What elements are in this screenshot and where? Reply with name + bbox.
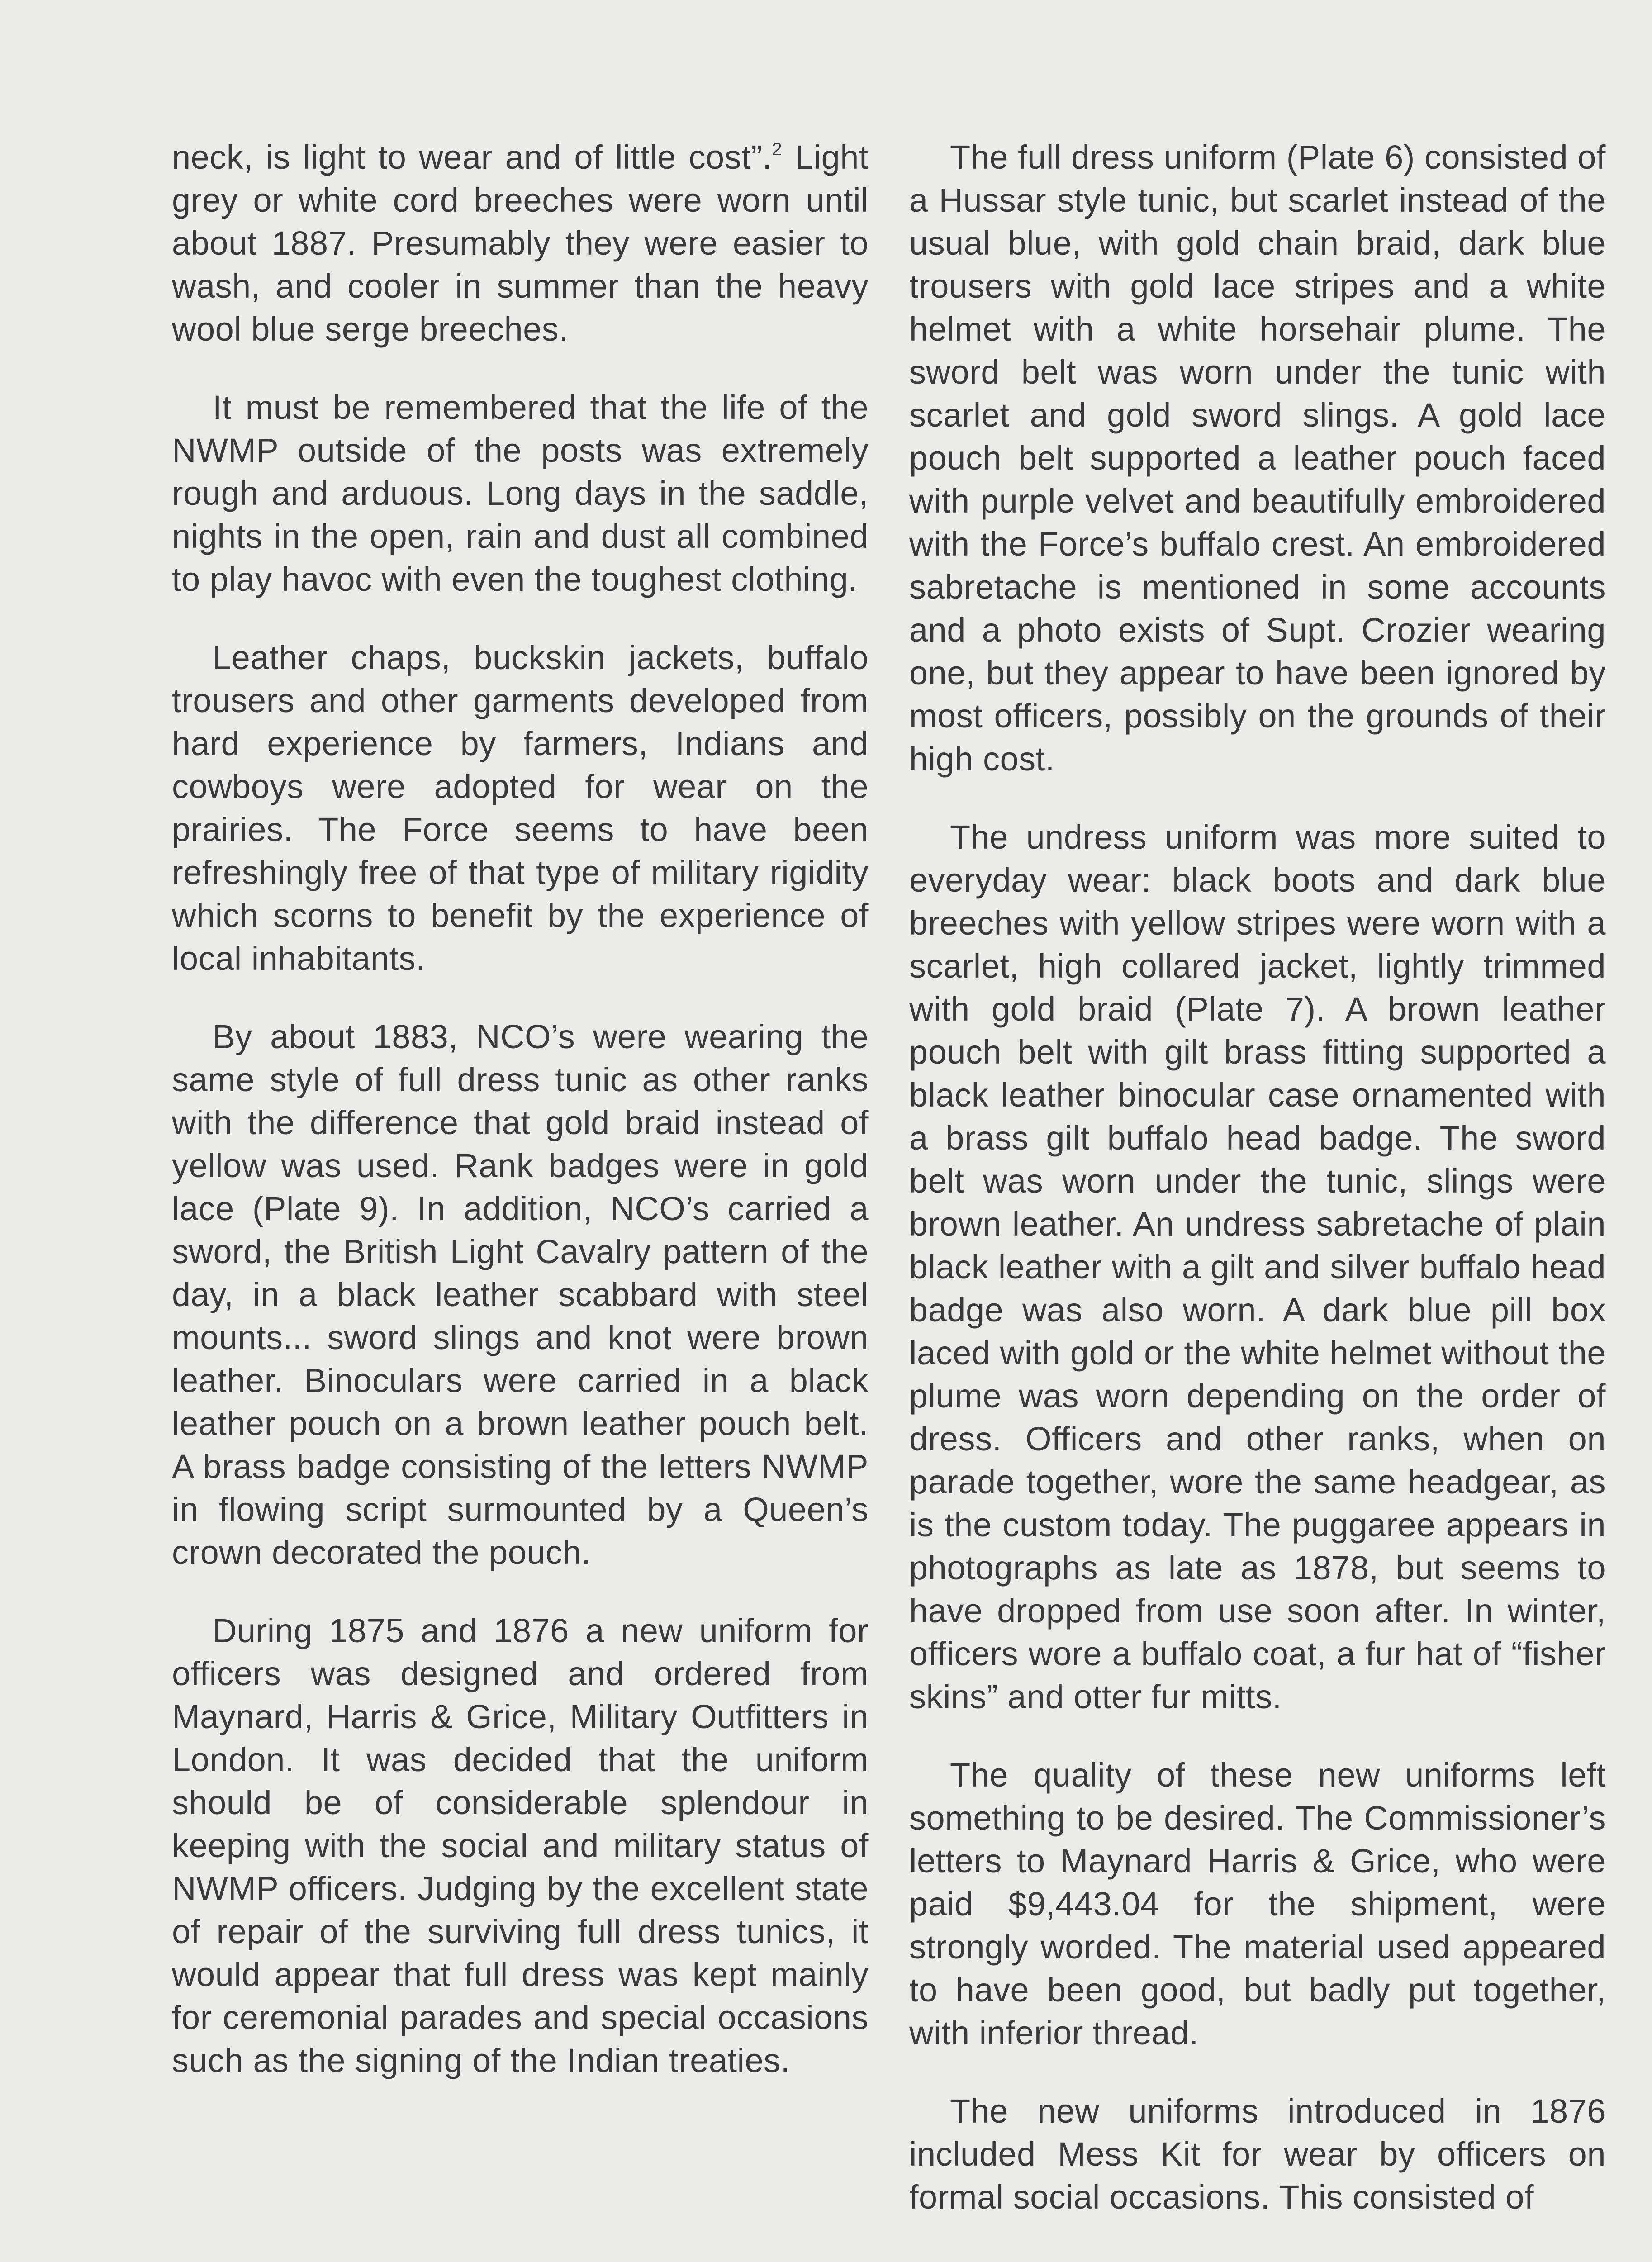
footnote-reference: 2 xyxy=(772,139,783,159)
right-column xyxy=(909,136,1606,2254)
paragraph: By about 1883, NCO’s were wearing the same style of full dress tunic as other ranks with the difference that gold braid instead of yellow was used. Rank badges were in gold lace (Plate 9). In addition, NCO’s carried a sword, the British Light Cavalry pattern of the day, in a black leather scabbard with steel mounts... sword slings and knot were brown leather. Binoculars were carried in a black leather pouch on a brown leather pouch belt. A brass badge consisting of the letters NWMP in flowing script surmounted by a Queen’s crown decorated the pouch. xyxy=(172,1018,869,1571)
paragraph: Leather chaps, buckskin jackets, buffalo trousers and other garments developed from hard experience by farmers, Indians and cowboys were adopted for wear on the prairies. The Force seems to have been refreshingly free of that type of military rigidity which scorns to benefit by the experience of local inhabitants. xyxy=(172,639,869,977)
paragraph: The full dress uniform (Plate 6) consisted of a Hussar style tunic, but scarlet instead of the usual blue, with gold chain braid, dark blue trousers with gold lace stripes and a white helmet with a white horsehair plume. The sword belt was worn under the tunic with scarlet and gold sword slings. A gold lace pouch belt supported a leather pouch faced with purple velvet and beautifully embroidered with the Force’s buffalo crest. An embroidered sabretache is mentioned in some accounts and a photo exists of Supt. Crozier wearing one, but they appear to have been ignored by most officers, possibly on the grounds of their high cost. xyxy=(909,138,1606,778)
paragraph xyxy=(172,136,869,351)
paragraph-text: neck, is light to wear and of little cost”. xyxy=(172,138,772,176)
paragraph: The undress uniform was more suited to everyday wear: black boots and dark blue breeches with yellow stripes were worn with a scarlet, high collared jacket, lightly trimmed with gold braid (Plate 7). A brown leather pouch belt with gilt brass fitting supported a black leather binocular case ornamented with a brass gilt buffalo head badge. The sword belt was worn under the tunic, slings were brown leather. An undress sabretache of plain black leather with a gilt and silver buffalo head badge was also worn. A dark blue pill box laced with gold or the white helmet without the plume was worn depending on the order of dress. Officers and other ranks, when on parade together, wore the same headgear, as is the custom today. The puggaree appears in photographs as late as 1878, but seems to have dropped from use soon after. In winter, officers wore a buffalo coat, a fur hat of “fisher skins” and otter fur mitts. xyxy=(909,818,1606,1716)
paragraph: The new uniforms introduced in 1876 included Mess Kit for wear by officers on formal social occasions. This consisted of xyxy=(909,2092,1606,2216)
left-column xyxy=(172,136,869,2117)
paragraph-text: Light grey or white cord breeches were worn until about 1887. Presumably they were easier to wash, and cooler in summer than the heavy wool blue serge breeches. xyxy=(172,138,869,348)
paragraph: It must be remembered that the life of the NWMP outside of the posts was extremely rough and arduous. Long days in the saddle, nights in the open, rain and dust all combined to play havoc with even the toughest clothing. xyxy=(172,389,869,598)
paragraph: During 1875 and 1876 a new uniform for officers was designed and ordered from Maynard, Harris & Grice, Military Outfitters in London. It was decided that the uniform should be of considerable splendour in keeping with the social and military status of NWMP officers. Judging by the excellent state of repair of the surviving full dress tunics, it would appear that full dress was kept mainly for ceremonial parades and special occasions such as the signing of the Indian treaties. xyxy=(172,1612,869,2079)
paragraph: The quality of these new uniforms left something to be desired. The Commissioner’s letters to Maynard Harris & Grice, who were paid $9,443.04 for the shipment, were strongly worded. The material used appeared to have been good, but badly put together, with inferior thread. xyxy=(909,1756,1606,2052)
